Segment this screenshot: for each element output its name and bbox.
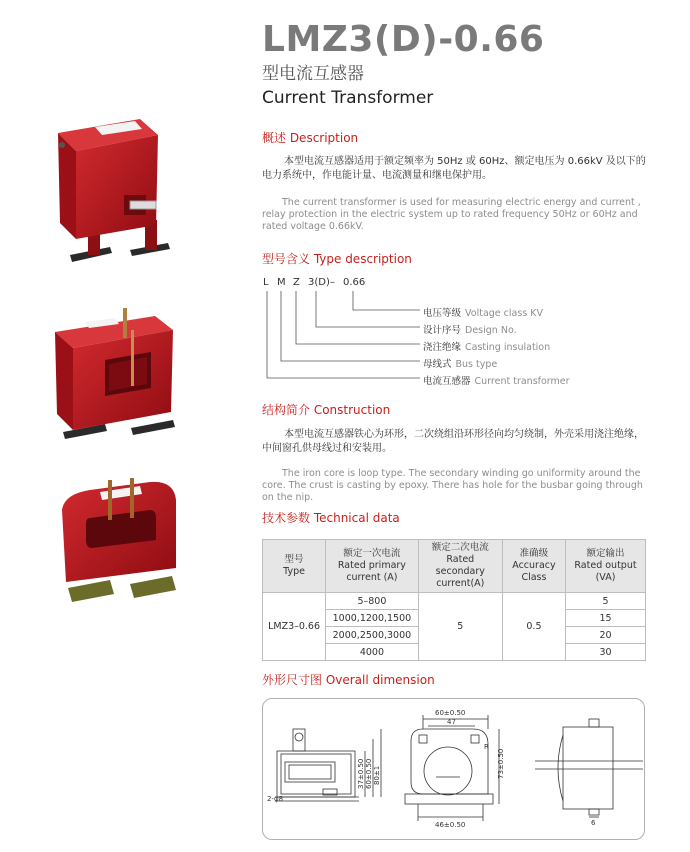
construction-heading: 结构简介 Construction <box>262 403 391 417</box>
technical-heading: 技术参数 Technical data <box>262 511 400 525</box>
cell-output: 5 <box>566 593 646 610</box>
dim-side-6: 6 <box>591 819 596 827</box>
description-text-cn: 本型电流互感器适用于额定频率为 50Hz 或 60Hz、额定电压为 0.66kV 及以下的电力系统中，作电能计量、电流测量和继电保护用。 <box>262 156 646 181</box>
cell-primary: 1000,1200,1500 <box>326 610 419 627</box>
type-label-bus: 母线式 Bus type <box>423 359 498 370</box>
type-label-voltage: 电压等级 Voltage class KV <box>423 308 544 319</box>
construction-text-cn: 本型电流互感器铁心为环形，二次绕组沿环形径向均匀绕制，外壳采用浇注绝缘，中间窗孔供母线过和安装用。 <box>262 429 644 454</box>
product-title: LMZ3(D)-0.66 <box>262 19 545 60</box>
col-accuracy: 准确级 Accuracy Class <box>502 540 565 593</box>
description-text-en: The current transformer is used for measuring electric energy and current , relay protection in the electric system up to rated frequency 50Hz or 60Hz and rated voltage 0.66kV. <box>262 197 641 232</box>
col-secondary: 额定二次电流 Rated secondary current(A) <box>418 540 502 593</box>
col-type: 型号 Type <box>263 540 326 593</box>
type-description-heading: 型号含义 Type description <box>262 252 412 266</box>
type-label-design: 设计序号 Design No. <box>423 325 517 336</box>
product-subtitle-cn: 型电流互感器 <box>262 64 364 84</box>
cell-output: 15 <box>566 610 646 627</box>
cell-model: LMZ3–0.66 <box>263 593 326 661</box>
code-part-dash: – <box>330 277 335 288</box>
code-part-l: L <box>263 277 269 288</box>
cell-primary: 4000 <box>326 644 419 661</box>
technical-data-table <box>262 539 646 661</box>
page-header <box>262 20 544 108</box>
table-row <box>263 593 646 610</box>
type-label-ct: 电流互感器 Current transformer <box>423 376 570 387</box>
dim-height-60: 60±0.50 <box>365 758 373 789</box>
dimension-drawing-frame <box>262 698 645 840</box>
table-header-row <box>263 540 646 593</box>
dim-width-60: 60±0.50 <box>435 709 466 717</box>
col-primary: 额定一次电流 Rated primary current (A) <box>326 540 419 593</box>
code-part-m: M <box>277 277 286 288</box>
cell-primary: 2000,2500,3000 <box>326 627 419 644</box>
cell-output: 20 <box>566 627 646 644</box>
dim-height-37: 37±0.50 <box>357 758 365 789</box>
construction-text-en: The iron core is loop type. The secondary winding go uniformity around the core. The crust is casting by epoxy. There has hole for the busbar going through on the nip. <box>262 468 643 503</box>
col-output: 额定输出 Rated output (VA) <box>566 540 646 593</box>
dim-radius: R <box>484 743 489 751</box>
code-part-voltage: 0.66 <box>343 277 366 288</box>
code-part-design: 3(D) <box>308 277 330 288</box>
dimension-drawing <box>263 699 644 839</box>
dim-height-73: 73±0.50 <box>497 748 505 779</box>
product-photo-1 <box>40 105 220 285</box>
cell-output: 30 <box>566 644 646 661</box>
cell-primary: 5–800 <box>326 593 419 610</box>
product-subtitle-en: Current Transformer <box>262 88 434 108</box>
dim-holes: 2-φ8 <box>267 795 284 803</box>
cell-accuracy: 0.5 <box>502 593 565 661</box>
cell-secondary: 5 <box>418 593 502 661</box>
product-photo-2 <box>45 300 225 460</box>
dim-height-80: 80±1 <box>373 765 381 785</box>
description-heading: 概述 Description <box>262 131 359 145</box>
code-part-z: Z <box>293 277 300 288</box>
dimension-heading: 外形尺寸图 Overall dimension <box>262 673 435 687</box>
type-label-casting: 浇注绝缘 Casting insulation <box>423 342 551 353</box>
dim-width-47: 47 <box>447 718 456 726</box>
product-photo-3 <box>50 470 220 620</box>
product-photos <box>0 0 230 852</box>
dim-width-46: 46±0.50 <box>435 821 466 829</box>
